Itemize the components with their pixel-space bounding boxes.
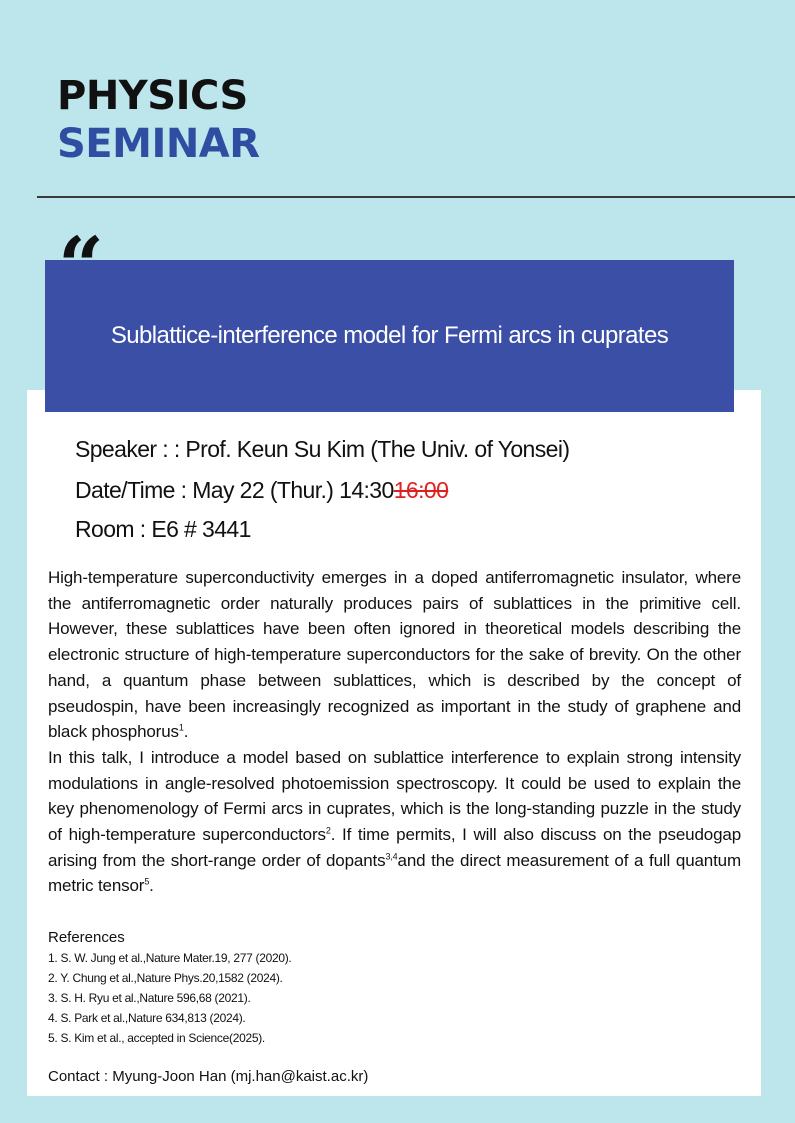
room-line	[75, 516, 251, 543]
references	[48, 928, 291, 1048]
reference-item: 3. S. H. Ryu et al.,Nature 596,68 (2021).	[48, 991, 251, 1005]
abstract-p2-b: . If time permits, I will also discuss on the pseudogap arising from the short-range order of dopants	[48, 825, 742, 870]
abstract-p2-c: and the direct measurement of a full quantum metric tensor	[48, 850, 741, 896]
abstract-paragraph-1	[48, 565, 741, 745]
talk-title-box	[45, 260, 734, 412]
contact-line	[48, 1068, 368, 1085]
reference-item: 5. S. Kim et al., accepted in Science(2025).	[48, 1031, 265, 1045]
speaker-label: Speaker : :	[75, 436, 186, 462]
reference-item: 1. S. W. Jung et al.,Nature Mater.19, 277 (2020).	[48, 951, 292, 965]
abstract-p2-a: In this talk, I introduce a model based on sublattice interference to explain strong intensity modulations in angle-resolved photoemission spectroscopy. It could be used to explain the key phenomenology of Fermi arcs in cuprates, which is the long-standing puzzle in the study of high-temperature superconductors	[48, 747, 741, 845]
room-value: E6 # 3441	[151, 516, 251, 542]
talk-title: Sublattice-interference model for Fermi arcs in cuprates	[110, 322, 669, 349]
room-label: Room :	[75, 516, 152, 542]
citation-2: 2	[325, 825, 331, 836]
reference-item: 2. Y. Chung et al.,Nature Phys.20,1582 (2024).	[48, 971, 283, 985]
abstract-p1-text: High-temperature superconductivity emerges in a doped antiferromagnetic insulator, where the antiferromagnetic order naturally produces pairs of sublattices in the primitive cell. However, these sublattices have been often ignored in theoretical models describing the electronic structure of high-temperature superconductors for the sake of brevity. On the other hand, a quantum phase between sublattices, which is described by the concept of pseudospin, have been increasingly recognized as important in the study of graphene and black phosphorus	[48, 568, 741, 742]
speaker-line	[75, 436, 569, 463]
datetime-label: Date/Time :	[75, 477, 193, 503]
citation-5: 5	[144, 876, 150, 887]
contact-value: Myung-Joon Han (mj.han@kaist.ac.kr)	[112, 1068, 369, 1085]
abstract	[48, 565, 741, 899]
quote-icon: “	[58, 219, 105, 313]
datetime-struck-time: 16:00	[393, 477, 449, 503]
header-seminar: SEMINAR	[57, 121, 260, 167]
header-divider	[37, 196, 795, 198]
citation-3-4: 3,4	[385, 851, 398, 862]
citation-1: 1	[178, 722, 184, 733]
datetime-line	[75, 477, 448, 504]
contact-label: Contact :	[48, 1068, 113, 1085]
datetime-value: May 22 (Thur.) 14:30	[192, 477, 394, 503]
header-physics: PHYSICS	[57, 73, 248, 119]
reference-item: 4. S. Park et al.,Nature 634,813 (2024).	[48, 1011, 246, 1025]
references-title: References	[48, 929, 125, 946]
abstract-paragraph-2	[48, 745, 741, 899]
abstract-p1-end: .	[183, 722, 189, 742]
speaker-value: Prof. Keun Su Kim (The Univ. of Yonsei)	[185, 436, 570, 462]
abstract-p2-end: .	[149, 876, 154, 896]
